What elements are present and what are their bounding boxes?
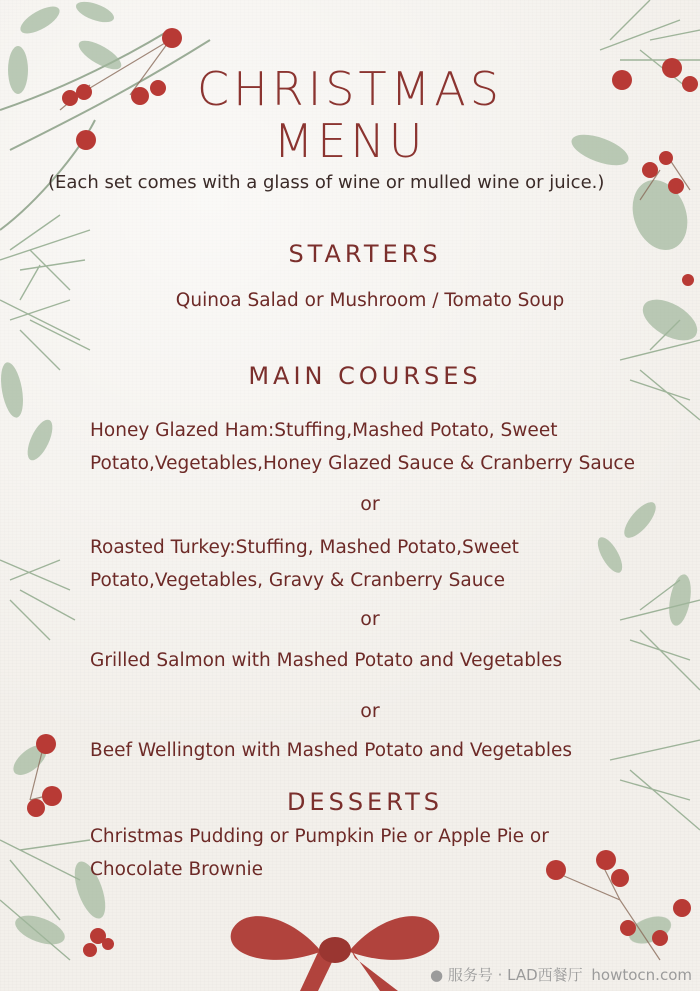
watermark-text: 服务号 · LAD西餐厅	[447, 966, 583, 984]
desserts-item	[90, 820, 650, 886]
main-course-line: Beef Wellington with Mashed Potato and Vegetables	[90, 740, 573, 761]
main-courses-heading: MAIN COURSES	[248, 362, 482, 390]
watermark	[430, 964, 692, 985]
main-course-line: Honey Glazed Ham:Stuffing,Mashed Potato, Sweet	[90, 420, 558, 441]
menu-note: (Each set comes with a glass of wine or mulled wine or juice.)	[48, 172, 605, 193]
main-course-item	[90, 414, 650, 480]
starters-heading: STARTERS	[288, 240, 442, 268]
menu-title-line2: MENU	[273, 114, 427, 168]
desserts-line: Christmas Pudding or Pumpkin Pie or Apple Pie or	[90, 826, 549, 847]
main-course-item	[90, 644, 650, 677]
main-course-line: Grilled Salmon with Mashed Potato and Vegetables	[90, 650, 563, 671]
wechat-icon: ●	[429, 966, 444, 984]
ribbon-bow	[231, 916, 440, 991]
main-course-line: Potato,Vegetables,Honey Glazed Sauce & Cranberry Sauce	[90, 453, 635, 474]
or-separator: or	[360, 608, 380, 630]
main-course-line: Potato,Vegetables, Gravy & Cranberry Sauce	[90, 570, 505, 591]
desserts-line: Chocolate Brownie	[90, 859, 264, 880]
main-course-item	[90, 734, 650, 767]
main-course-line: Roasted Turkey:Stuffing, Mashed Potato,Sweet	[90, 537, 519, 558]
watermark-site: howtocn.com	[591, 966, 692, 984]
main-course-item	[90, 531, 650, 597]
desserts-heading: DESSERTS	[286, 788, 444, 816]
or-separator: or	[360, 493, 380, 515]
starters-item: Quinoa Salad or Mushroom / Tomato Soup	[175, 290, 565, 311]
or-separator: or	[360, 700, 380, 722]
menu-title-line1: CHRISTMAS	[197, 62, 503, 116]
